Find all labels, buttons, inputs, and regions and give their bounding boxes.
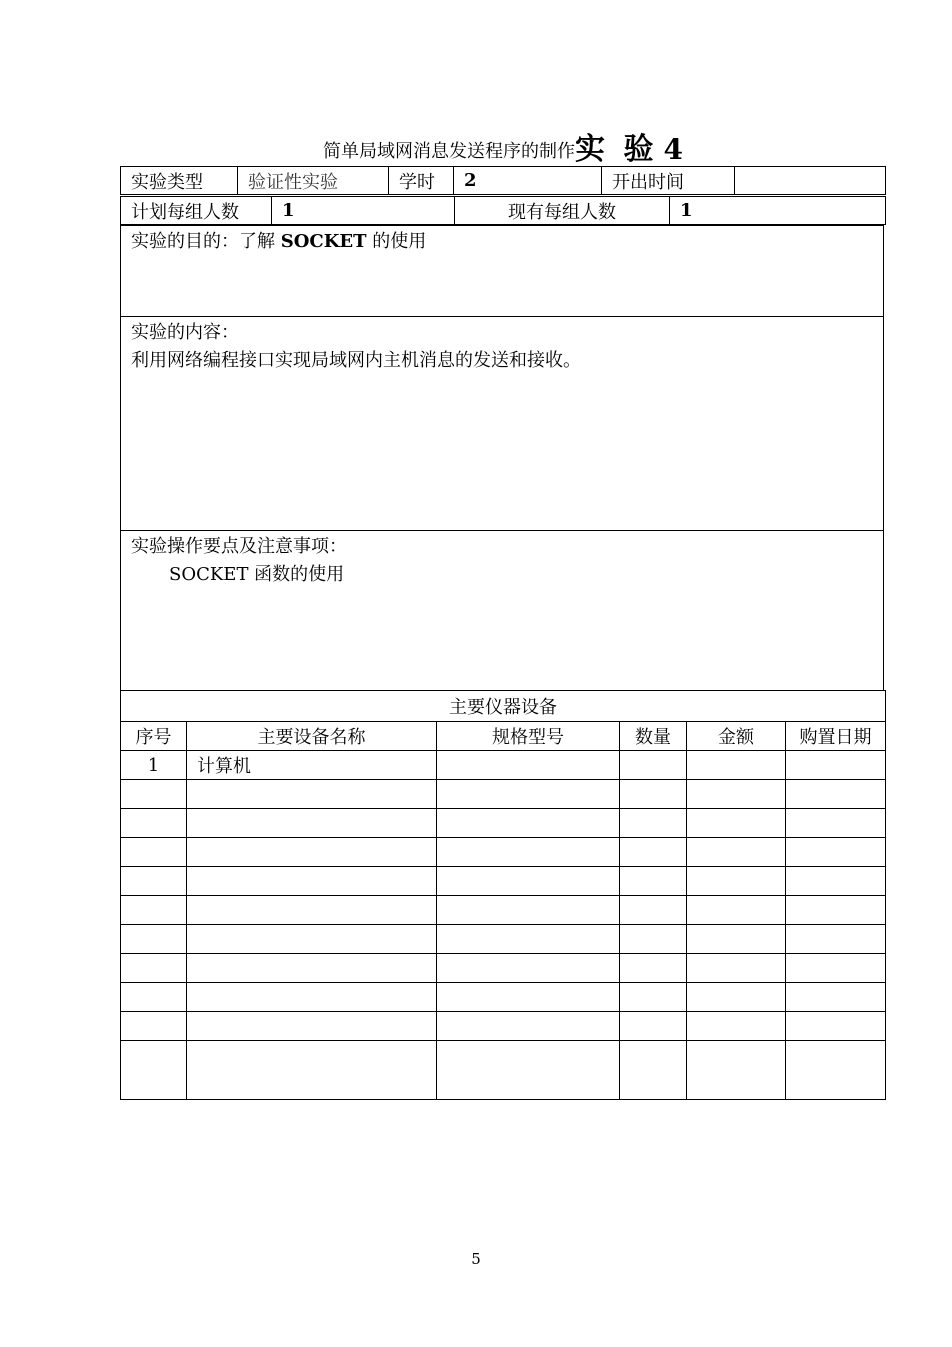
open-time-value (735, 167, 886, 195)
table-cell (687, 1012, 786, 1041)
table-cell (620, 1041, 687, 1100)
table-row (121, 925, 886, 954)
table-cell (187, 954, 437, 983)
table-cell (786, 925, 886, 954)
page-number: 5 (471, 1250, 481, 1268)
table-cell (620, 780, 687, 809)
plan-group-size-value: 1 (272, 197, 455, 225)
table-cell (620, 838, 687, 867)
table-cell (187, 983, 437, 1012)
experiment-number: 4 (663, 133, 683, 166)
notes-text: SOCKET 函数的使用 (169, 564, 345, 585)
table-cell (786, 983, 886, 1012)
table-cell (121, 896, 187, 925)
table-cell (437, 983, 620, 1012)
purpose-keyword: SOCKET (280, 231, 367, 252)
table-cell (187, 925, 437, 954)
table-cell (687, 838, 786, 867)
table-cell (786, 751, 886, 780)
current-group-size-label: 现有每组人数 (455, 197, 670, 225)
table-row (121, 954, 886, 983)
table-cell (687, 983, 786, 1012)
table-cell (620, 925, 687, 954)
column-header: 数量 (620, 722, 687, 751)
table-cell (786, 1041, 886, 1100)
table-cell (437, 954, 620, 983)
info-table-row-1 (120, 166, 886, 195)
table-cell (687, 867, 786, 896)
equipment-table (120, 690, 886, 1100)
table-cell (437, 896, 620, 925)
table-cell (687, 751, 786, 780)
table-cell (437, 751, 620, 780)
table-row (121, 838, 886, 867)
table-cell (187, 838, 437, 867)
hours-value: 2 (454, 167, 602, 195)
content-text: 利用网络编程接口实现局域网内主机消息的发送和接收。 (131, 350, 581, 371)
table-cell (121, 780, 187, 809)
experiment-title: 实 验 (575, 132, 658, 167)
table-cell (187, 809, 437, 838)
table-cell (437, 867, 620, 896)
table-cell (786, 838, 886, 867)
table-row (121, 1041, 886, 1100)
table-cell (620, 751, 687, 780)
table-cell: 计算机 (187, 751, 437, 780)
experiment-subtitle: 简单局域网消息发送程序的制作 (323, 141, 576, 162)
table-cell: 1 (121, 751, 187, 780)
experiment-type-label: 实验类型 (121, 167, 238, 195)
table-cell (620, 867, 687, 896)
info-table-row-2 (120, 196, 886, 225)
table-cell (687, 780, 786, 809)
table-cell (620, 1012, 687, 1041)
table-cell (687, 954, 786, 983)
table-cell (437, 1041, 620, 1100)
table-cell (687, 1041, 786, 1100)
table-cell (121, 983, 187, 1012)
content-label: 实验的内容： (131, 322, 239, 343)
equipment-header-row (121, 722, 886, 751)
column-header: 规格型号 (437, 722, 620, 751)
table-cell (187, 1041, 437, 1100)
open-time-label: 开出时间 (602, 167, 735, 195)
table-cell (786, 780, 886, 809)
table-cell (121, 838, 187, 867)
table-cell (121, 925, 187, 954)
plan-group-size-label: 计划每组人数 (121, 197, 272, 225)
table-cell (121, 1041, 187, 1100)
table-row (121, 1012, 886, 1041)
table-cell (786, 809, 886, 838)
experiment-type-value: 验证性实验 (238, 167, 389, 195)
notes-label: 实验操作要点及注意事项： (131, 536, 347, 557)
table-cell (121, 809, 187, 838)
table-cell (121, 954, 187, 983)
table-cell (620, 809, 687, 838)
table-cell (187, 867, 437, 896)
purpose-suffix: 的使用 (372, 231, 427, 252)
column-header: 金额 (687, 722, 786, 751)
table-cell (437, 780, 620, 809)
table-cell (121, 1012, 187, 1041)
table-row (121, 867, 886, 896)
column-header: 购置日期 (786, 722, 886, 751)
purpose-line (131, 228, 426, 256)
table-cell (786, 954, 886, 983)
column-header: 序号 (121, 722, 187, 751)
table-cell (437, 809, 620, 838)
purpose-label: 实验的目的：了解 (131, 231, 275, 252)
table-cell (620, 896, 687, 925)
hours-label: 学时 (389, 167, 454, 195)
table-cell (786, 867, 886, 896)
table-cell (687, 925, 786, 954)
table-cell (620, 954, 687, 983)
table-row (121, 780, 886, 809)
table-cell (437, 925, 620, 954)
table-row (121, 751, 886, 780)
table-cell (620, 983, 687, 1012)
table-cell (437, 1012, 620, 1041)
purpose-section (120, 225, 884, 317)
table-cell (786, 896, 886, 925)
table-cell (187, 780, 437, 809)
notes-section (120, 530, 884, 691)
current-group-size-value: 1 (670, 197, 886, 225)
table-cell (786, 1012, 886, 1041)
table-row (121, 983, 886, 1012)
table-cell (437, 838, 620, 867)
table-cell (187, 1012, 437, 1041)
equipment-title: 主要仪器设备 (121, 691, 886, 722)
table-row (121, 809, 886, 838)
column-header: 主要设备名称 (187, 722, 437, 751)
table-cell (187, 896, 437, 925)
table-cell (687, 896, 786, 925)
table-cell (687, 809, 786, 838)
table-cell (121, 867, 187, 896)
content-section (120, 316, 884, 531)
table-row (121, 896, 886, 925)
